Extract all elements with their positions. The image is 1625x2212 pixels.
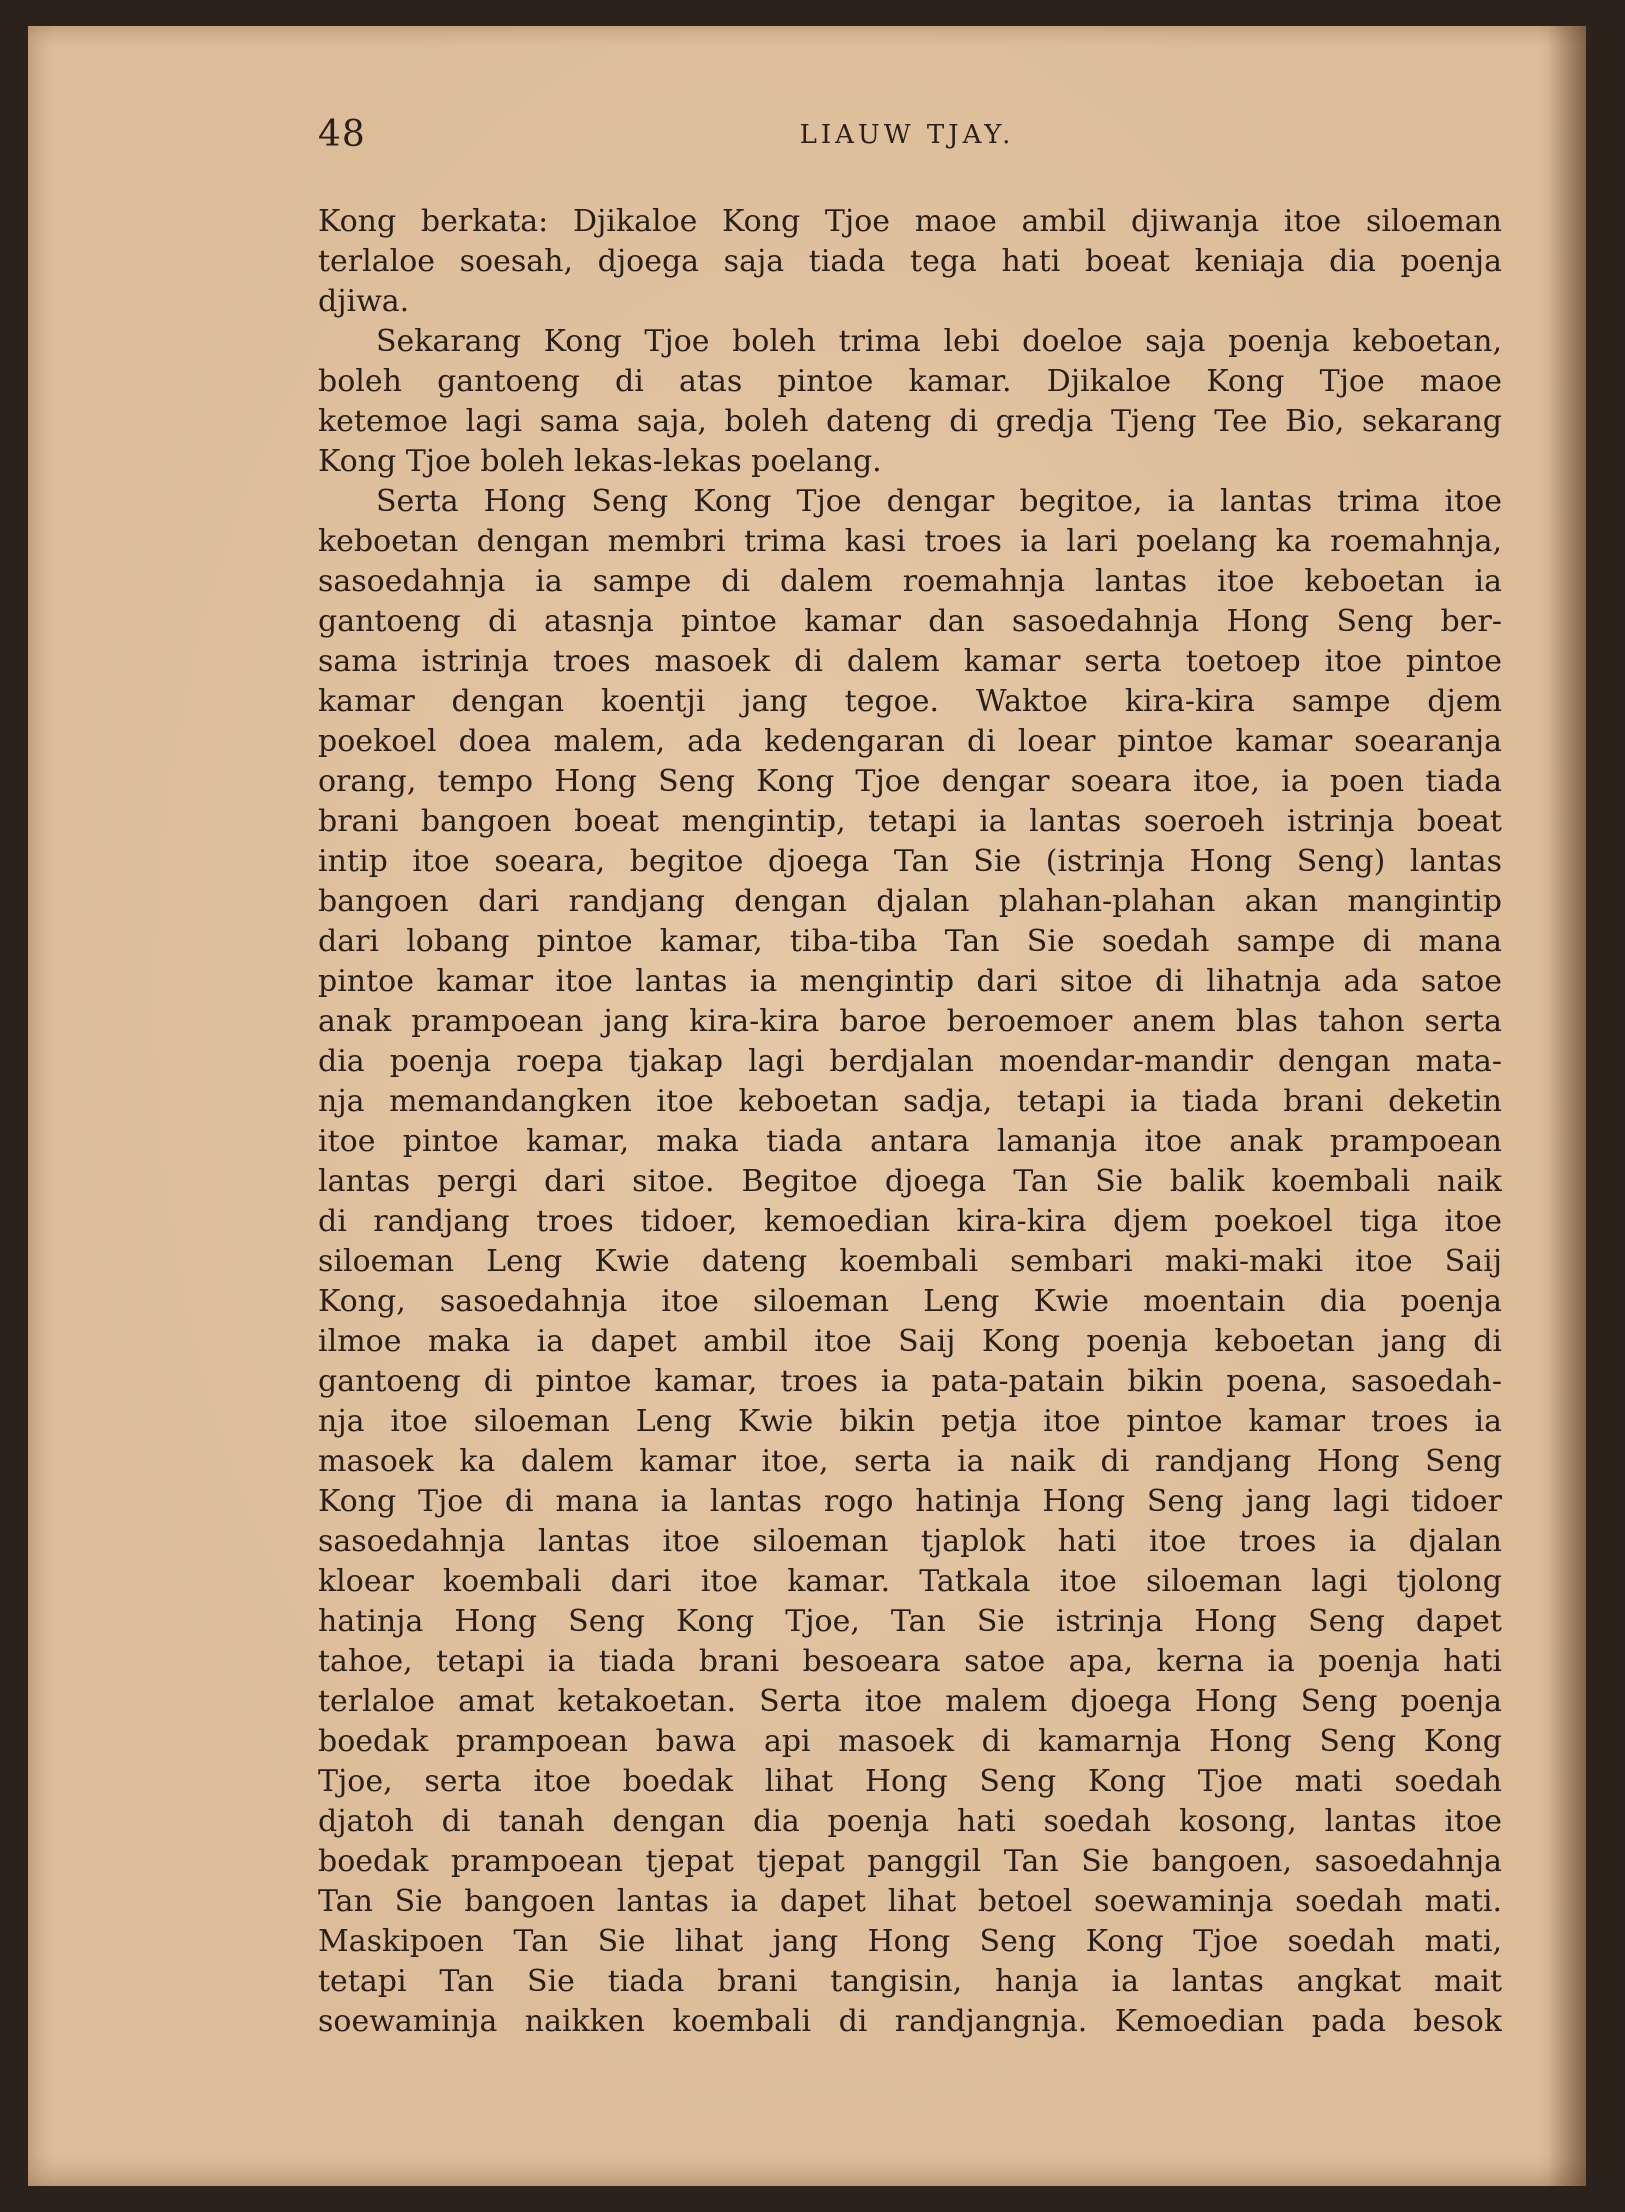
- text-line: orang, tempo Hong Seng Kong Tjoe dengar soeara itoe, ia poen tiada: [318, 764, 1502, 799]
- text-line: terlaloe soesah, djoega saja tiada tega hati boeat keniaja dia poenja: [318, 244, 1502, 279]
- text-line: kloear koembali dari itoe kamar. Tatkala itoe siloeman lagi tjolong: [318, 1564, 1502, 1599]
- text-line: anak prampoean jang kira-kira baroe beroemoer anem blas tahon serta: [318, 1004, 1502, 1039]
- text-line: siloeman Leng Kwie dateng koembali sembari maki-maki itoe Saij: [318, 1244, 1502, 1279]
- body-text: [318, 202, 1502, 2042]
- page-number: 48: [318, 114, 366, 155]
- text-line: Kong, sasoedahnja itoe siloeman Leng Kwie moentain dia poenja: [318, 1284, 1502, 1319]
- text-line: tahoe, tetapi ia tiada brani besoeara satoe apa, kerna ia poenja hati: [318, 1644, 1502, 1679]
- text-line: Tjoe, serta itoe boedak lihat Hong Seng Kong Tjoe mati soedah: [318, 1764, 1502, 1799]
- text-line: Sekarang Kong Tjoe boleh trima lebi doeloe saja poenja keboetan,: [376, 324, 1502, 359]
- text-line: kamar dengan koentji jang tegoe. Waktoe kira-kira sampe djem: [318, 684, 1502, 719]
- text-line: sama istrinja troes masoek di dalem kamar serta toetoep itoe pintoe: [318, 644, 1502, 679]
- text-line: di randjang troes tidoer, kemoedian kira-kira djem poekoel tiga itoe: [318, 1204, 1502, 1239]
- text-line: djiwa.: [318, 284, 410, 319]
- text-line: gantoeng di pintoe kamar, troes ia pata-patain bikin poena, sasoedah-: [318, 1364, 1502, 1399]
- text-line: Kong Tjoe boleh lekas-lekas poelang.: [318, 444, 882, 479]
- text-line: keboetan dengan membri trima kasi troes ia lari poelang ka roemahnja,: [318, 524, 1502, 559]
- book-page: [28, 26, 1586, 2186]
- text-line: lantas pergi dari sitoe. Begitoe djoega Tan Sie balik koembali naik: [318, 1164, 1502, 1199]
- text-line: Tan Sie bangoen lantas ia dapet lihat betoel soewaminja soedah mati.: [318, 1884, 1502, 1919]
- text-line: masoek ka dalem kamar itoe, serta ia naik di randjang Hong Seng: [318, 1444, 1502, 1479]
- text-line: nja itoe siloeman Leng Kwie bikin petja itoe pintoe kamar troes ia: [318, 1404, 1502, 1439]
- text-line: boedak prampoean tjepat tjepat panggil Tan Sie bangoen, sasoedahnja: [318, 1844, 1502, 1879]
- page-gutter-shadow: [1548, 26, 1586, 2186]
- text-line: nja memandangken itoe keboetan sadja, tetapi ia tiada brani deketin: [318, 1084, 1502, 1119]
- text-line: sasoedahnja lantas itoe siloeman tjaplok hati itoe troes ia djalan: [318, 1524, 1502, 1559]
- text-line: Serta Hong Seng Kong Tjoe dengar begitoe, ia lantas trima itoe: [376, 484, 1502, 519]
- text-line: boedak prampoean bawa api masoek di kamarnja Hong Seng Kong: [318, 1724, 1502, 1759]
- text-line: sasoedahnja ia sampe di dalem roemahnja lantas itoe keboetan ia: [318, 564, 1502, 599]
- text-line: bangoen dari randjang dengan djalan plahan-plahan akan mangintip: [318, 884, 1502, 919]
- text-line: dari lobang pintoe kamar, tiba-tiba Tan Sie soedah sampe di mana: [318, 924, 1502, 959]
- text-line: itoe pintoe kamar, maka tiada antara lamanja itoe anak prampoean: [318, 1124, 1502, 1159]
- text-line: gantoeng di atasnja pintoe kamar dan sasoedahnja Hong Seng ber-: [318, 604, 1502, 639]
- text-line: soewaminja naikken koembali di randjangnja. Kemoedian pada besok: [318, 2004, 1502, 2039]
- text-line: hatinja Hong Seng Kong Tjoe, Tan Sie istrinja Hong Seng dapet: [318, 1604, 1502, 1639]
- running-title: LIAUW TJAY.: [799, 120, 1015, 150]
- text-line: terlaloe amat ketakoetan. Serta itoe malem djoega Hong Seng poenja: [318, 1684, 1502, 1719]
- text-line: djatoh di tanah dengan dia poenja hati soedah kosong, lantas itoe: [318, 1804, 1502, 1839]
- text-line: brani bangoen boeat mengintip, tetapi ia lantas soeroeh istrinja boeat: [318, 804, 1502, 839]
- text-line: tetapi Tan Sie tiada brani tangisin, hanja ia lantas angkat mait: [318, 1964, 1502, 1999]
- text-line: boleh gantoeng di atas pintoe kamar. Djikaloe Kong Tjoe maoe: [318, 364, 1502, 399]
- page-header: [28, 114, 1586, 164]
- text-line: intip itoe soeara, begitoe djoega Tan Sie (istrinja Hong Seng) lantas: [318, 844, 1502, 879]
- text-line: pintoe kamar itoe lantas ia mengintip dari sitoe di lihatnja ada satoe: [318, 964, 1502, 999]
- text-line: poekoel doea malem, ada kedengaran di loear pintoe kamar soearanja: [318, 724, 1502, 759]
- text-line: Kong berkata: Djikaloe Kong Tjoe maoe ambil djiwanja itoe siloeman: [318, 204, 1502, 239]
- text-line: dia poenja roepa tjakap lagi berdjalan moendar-mandir dengan mata-: [318, 1044, 1502, 1079]
- text-line: ilmoe maka ia dapet ambil itoe Saij Kong poenja keboetan jang di: [318, 1324, 1502, 1359]
- text-line: ketemoe lagi sama saja, boleh dateng di gredja Tjeng Tee Bio, sekarang: [318, 404, 1502, 439]
- text-line: Kong Tjoe di mana ia lantas rogo hatinja Hong Seng jang lagi tidoer: [318, 1484, 1502, 1519]
- text-line: Maskipoen Tan Sie lihat jang Hong Seng Kong Tjoe soedah mati,: [318, 1924, 1502, 1959]
